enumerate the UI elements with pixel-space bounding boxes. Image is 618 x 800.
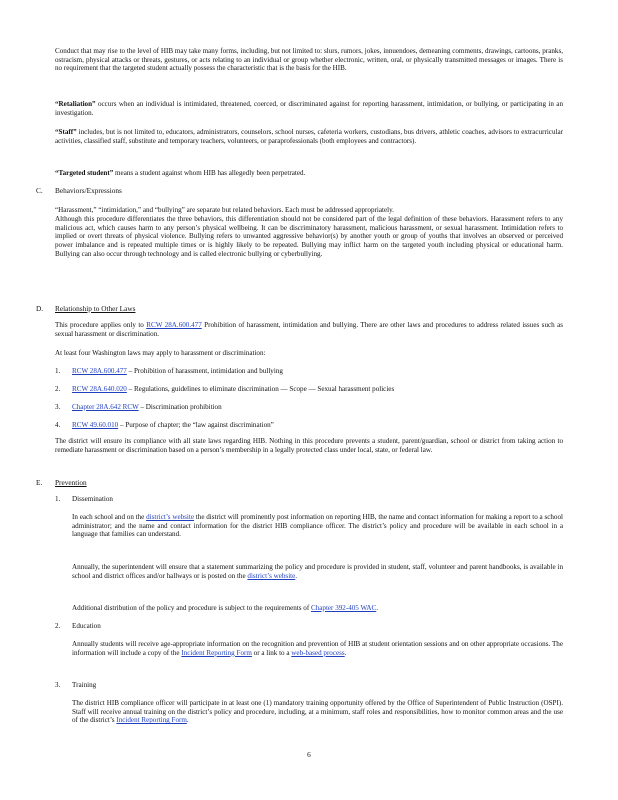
text-span: . <box>344 648 347 657</box>
paragraph-conduct: Conduct that may rise to the level of HIB may take many forms, including, but not limited to: slurs, rumors, jokes, innuendoes, demeaning comments, drawings, cartoons, pranks, ostracism, physical attacks or threats, gestures, or acts relating to an individual or group whether electronic, written, oral, or physically transmitted messages or images. There is no requirement that the targeted student actually possess the characteristic that is the basis for the HIB. <box>55 47 563 73</box>
list-text: – Discrimination prohibition <box>138 403 222 411</box>
section-letter: E. <box>36 478 43 487</box>
section-d-heading <box>36 304 136 313</box>
link-web-based-process[interactable]: web-based process <box>291 648 345 657</box>
list-number: 2. <box>55 385 61 393</box>
link-rcw-49-60-010[interactable]: RCW 49.60.010 <box>72 421 119 429</box>
list-number: 4. <box>55 421 61 429</box>
subsection-title: Education <box>72 622 101 630</box>
list-number: 1. <box>55 367 61 375</box>
section-letter: C. <box>36 186 43 195</box>
text-span: . <box>295 571 298 580</box>
section-e-heading <box>36 478 87 487</box>
section-letter: D. <box>36 304 44 313</box>
text-span: . <box>376 604 379 612</box>
subsection-training-heading <box>55 681 97 689</box>
paragraph-applies <box>55 321 563 338</box>
subsection-education-heading <box>55 622 101 630</box>
subsection-title: Training <box>72 681 97 689</box>
page-number: 6 <box>307 750 311 759</box>
paragraph-targeted-student <box>55 169 563 178</box>
section-title: Relationship to Other Laws <box>55 304 136 313</box>
term-targeted-student: “Targeted student” <box>55 169 114 177</box>
targeted-definition: means a student against whom HIB has allegedly been perpetrated. <box>113 169 306 177</box>
list-item <box>55 421 274 429</box>
subsection-number: 3. <box>55 681 61 689</box>
list-number: 3. <box>55 403 61 411</box>
list-text: – Purpose of chapter; the “law against discrimination” <box>118 421 274 429</box>
link-rcw-28a-600-477[interactable]: RCW 28A.600.477 <box>72 367 127 375</box>
text-span: the district will prominently post information on reporting HIB, the name and contact information for making a report to a school administrator; and the name and contact information for the district HIB compliance officer. The district’s policy and procedure will be available in each school in a language that families can understand. <box>72 513 563 539</box>
text-span: Prohibition of harassment, intimidation and bullying. There are other laws and procedures to address related issues such as sexual harassment or discrimination. <box>55 321 564 338</box>
subsection-number: 2. <box>55 622 61 630</box>
paragraph-compliance: The district will ensure its compliance with all state laws regarding HIB. Nothing in this procedure prevents a student, parent/guardian, school or district from taking action to remediate harassment or discrimination based on a person’s membership in a legally protected class under local, state, or federal law. <box>55 437 563 454</box>
text-span: The district HIB compliance officer will participate in at least one (1) mandatory training opportunity offered by the Office of Superintendent of Public Instruction (OSPI). Staff will receive annual training on the district’s policy and procedure, including, at a minimum, staff roles and responsibilities, how to monitor common areas and the use of the district’s <box>72 699 563 725</box>
text-span: In each school and on the <box>72 513 147 521</box>
text-span: This procedure applies only to <box>55 321 147 329</box>
link-district-website[interactable]: district’s website <box>247 571 296 580</box>
term-staff: “Staff” <box>55 128 77 136</box>
paragraph-training <box>72 699 563 725</box>
paragraph-behaviors-definitions: Although this procedure differentiates the three behaviors, this differentiation should not be considered part of the legal definition of these behaviors. Harassment refers to any malicious act, which causes harm to any person’s physical wellbeing. It can be discriminatory harassment, malicious harassment, or sexual harassment. Intimidation refers to implied or overt threats of physical violence. Bullying refers to unwanted aggressive behavior(s) by another youth or group of youths that involves an observed or perceived power imbalance and is repeated multiple times or is highly likely to be repeated. Bullying may inflict harm on the targeted youth including physical or educational harm. Bullying can also occur through technology and is called electronic bullying or cyberbullying. <box>55 215 563 258</box>
paragraph-four-laws: At least four Washington laws may apply to harassment or discrimination: <box>55 349 266 357</box>
subsection-title: Dissemination <box>72 495 113 503</box>
text-span: . <box>186 716 189 725</box>
list-text: – Regulations, guidelines to eliminate discrimination — Scope — Sexual harassment policies <box>126 385 395 393</box>
list-item <box>55 367 283 375</box>
paragraph-staff <box>55 128 563 145</box>
list-item <box>55 385 395 393</box>
list-text: – Prohibition of harassment, intimidation and bullying <box>126 367 283 375</box>
link-rcw-28a-640-020[interactable]: RCW 28A.640.020 <box>72 385 127 393</box>
paragraph-retaliation <box>55 100 563 117</box>
list-item <box>55 403 222 411</box>
link-chapter-28a-642-rcw[interactable]: Chapter 28A.642 RCW <box>72 403 139 411</box>
paragraph-annual-statement <box>72 563 563 580</box>
text-span: or a link to a <box>251 648 292 657</box>
text-span: Annually students will receive age-appropriate information on the recognition and prevention of HIB at student orientation sessions and on other appropriate occasions. The information will include a copy of the <box>72 640 563 657</box>
staff-definition: includes, but is not limited to, educators, administrators, counselors, school nurses, cafeteria workers, custodians, bus drivers, athletic coaches, advisors to extracurricular activities, classified staff, substitute and temporary teachers, volunteers, or paraprofessionals (both employees and contractors). <box>55 128 563 145</box>
subsection-number: 1. <box>55 495 61 503</box>
section-title: Behaviors/Expressions <box>55 186 122 195</box>
text-span: Annually, the superintendent will ensure that a statement summarizing the policy and procedure is provided in student, staff, volunteer and parent handbooks, is available in school and district offices and/or hallways or is posted on the <box>72 563 563 580</box>
link-incident-reporting-form[interactable]: Incident Reporting Form <box>181 648 252 657</box>
section-c-heading <box>36 186 122 195</box>
paragraph-dissemination <box>72 513 563 539</box>
section-title: Prevention <box>55 478 87 487</box>
link-rcw-28a-600-477[interactable]: RCW 28A.600.477 <box>146 321 202 329</box>
retaliation-definition: occurs when an individual is intimidated, threatened, coerced, or discriminated against for reporting harassment, intimidation, or bullying, or participating in an investigation. <box>55 100 563 117</box>
text-span: Additional distribution of the policy and procedure is subject to the requirements of <box>72 604 311 612</box>
paragraph-behaviors-intro: “Harassment,” “intimidation,” and “bullying” are separate but related behaviors. Each must be addressed appropriately. <box>55 206 394 214</box>
paragraph-education <box>72 640 563 657</box>
term-retaliation: “Retaliation” <box>55 100 96 108</box>
link-incident-reporting-form[interactable]: Incident Reporting Form <box>116 716 187 725</box>
paragraph-additional-distribution <box>72 604 563 613</box>
link-chapter-392-405-wac[interactable]: Chapter 392-405 WAC <box>310 604 377 612</box>
link-district-website[interactable]: district’s website <box>146 513 195 521</box>
subsection-dissemination-heading <box>55 495 113 503</box>
